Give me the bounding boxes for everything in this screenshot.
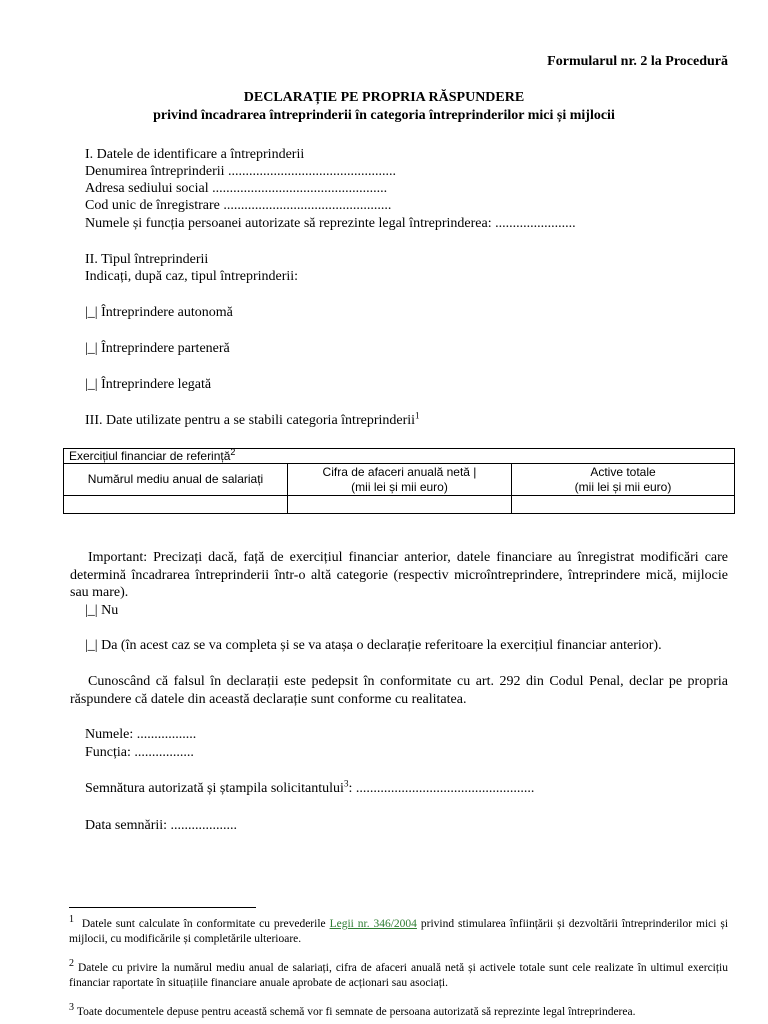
checkbox-partner[interactable]: |_| Întreprindere parteneră <box>85 341 230 356</box>
column-turnover <box>288 464 512 496</box>
document-title: DECLARAȚIE PE PROPRIA RĂSPUNDERE <box>243 90 525 105</box>
form-reference: Formularul nr. 2 la Procedură <box>547 54 728 69</box>
signature-dots: : ................................................... <box>348 781 535 796</box>
checkbox-yes[interactable]: |_| Da (în acest caz se va completa și se va atașa o declarație referitoare la exercițiul financiar anterior). <box>85 638 662 653</box>
section3-heading <box>85 410 420 429</box>
column-assets-label: Active totale <box>590 464 656 479</box>
checkbox-no[interactable]: |_| Nu <box>85 603 119 618</box>
footnote-1-number: 1 <box>69 914 74 926</box>
field-registration-code: Cod unic de înregistrare ................................................ <box>85 198 392 213</box>
important-note: Important: Precizați dacă, față de exercițiul financiar anterior, datele financiare au înregistrat modificări care determină încadrarea întreprinderii într-o altă categorie (respectiv microîntreprindere, întreprindere mică, mijlocie sau mare). <box>70 550 728 600</box>
footnote-ref-1: 1 <box>415 410 420 421</box>
column-assets-unit: (mii lei și mii euro) <box>574 479 672 494</box>
cell-turnover-value[interactable] <box>288 496 512 514</box>
field-company-name: Denumirea întreprinderii ................................................ <box>85 164 397 179</box>
signature-label: Semnătura autorizată și ștampila solicitantului <box>85 781 344 796</box>
document-subtitle: privind încadrarea întreprinderii în categoria întreprinderilor mici și mijlocii <box>153 108 615 123</box>
section2-instruction: Indicați, după caz, tipul întreprinderii: <box>85 269 299 284</box>
table-header-text: Exercițiul financiar de referință <box>69 449 231 463</box>
footnote-2-text: Datele cu privire la numărul mediu anual de salariați, cifra de afaceri anuală netă și activele totale sunt cele realizate în ultimul exercițiu financiar raportate în situațiile financiare anuale aprobate de acționari sau asociați. <box>69 962 729 989</box>
column-employees-label: Numărul mediu anual de salariați <box>87 472 264 486</box>
signatory-name: Numele: ................. <box>85 727 197 742</box>
footnote-1-after: privind stimularea înființării și dezvoltării întreprinderilor mici și mijlocii, cu modificările și completările ulterioare. <box>69 918 729 945</box>
signatory-function: Funcția: ................. <box>85 745 194 760</box>
footnote-separator <box>69 907 256 908</box>
table-header <box>64 449 735 464</box>
law-346-2004-link[interactable]: Legii nr. 346/2004 <box>329 918 417 930</box>
footnote-1-before: Datele sunt calculate în conformitate cu prevederile <box>81 918 326 930</box>
financial-data-table <box>63 448 735 514</box>
section3-heading-text: III. Date utilizate pentru a se stabili categoria întreprinderii <box>85 413 416 428</box>
column-employees <box>64 464 288 496</box>
checkbox-autonomous[interactable]: |_| Întreprindere autonomă <box>85 305 233 320</box>
column-turnover-label: Cifra de afaceri anuală netă | <box>322 464 477 479</box>
footnote-2-number: 2 <box>69 958 74 970</box>
field-representative: Numele și funcția persoanei autorizate să reprezinte legal întreprinderea: ....................... <box>85 216 576 231</box>
footnote-ref-3: 3 <box>343 778 349 789</box>
column-turnover-unit: (mii lei și mii euro) <box>351 479 448 494</box>
cell-employees-value[interactable] <box>64 496 288 514</box>
column-total-assets <box>512 464 735 496</box>
footnote-3-number: 3 <box>69 1002 74 1014</box>
signature-line <box>85 778 535 797</box>
checkbox-linked[interactable]: |_| Întreprindere legată <box>85 377 212 392</box>
section1-heading: I. Datele de identificare a întreprinderii <box>85 147 305 162</box>
footnote-ref-2: 2 <box>230 447 236 457</box>
section2-heading: II. Tipul întreprinderii <box>85 252 209 267</box>
footnote-2 <box>69 958 729 991</box>
footnote-3 <box>69 1002 728 1020</box>
footnote-3-text: Toate documentele depuse pentru această schemă vor fi semnate de persoana autorizată să reprezinte legal întreprinderea. <box>76 1006 636 1018</box>
cell-assets-value[interactable] <box>512 496 735 514</box>
field-address: Adresa sediului social .................................................. <box>85 181 388 196</box>
signature-date: Data semnării: ................... <box>85 818 238 833</box>
declaration-text: Cunoscând că falsul în declarații este pedepsit în conformitate cu art. 292 din Codul Penal, declar pe propria răspundere că datele din această declarație sunt conforme cu realitatea. <box>70 674 728 707</box>
footnote-1 <box>69 914 729 947</box>
